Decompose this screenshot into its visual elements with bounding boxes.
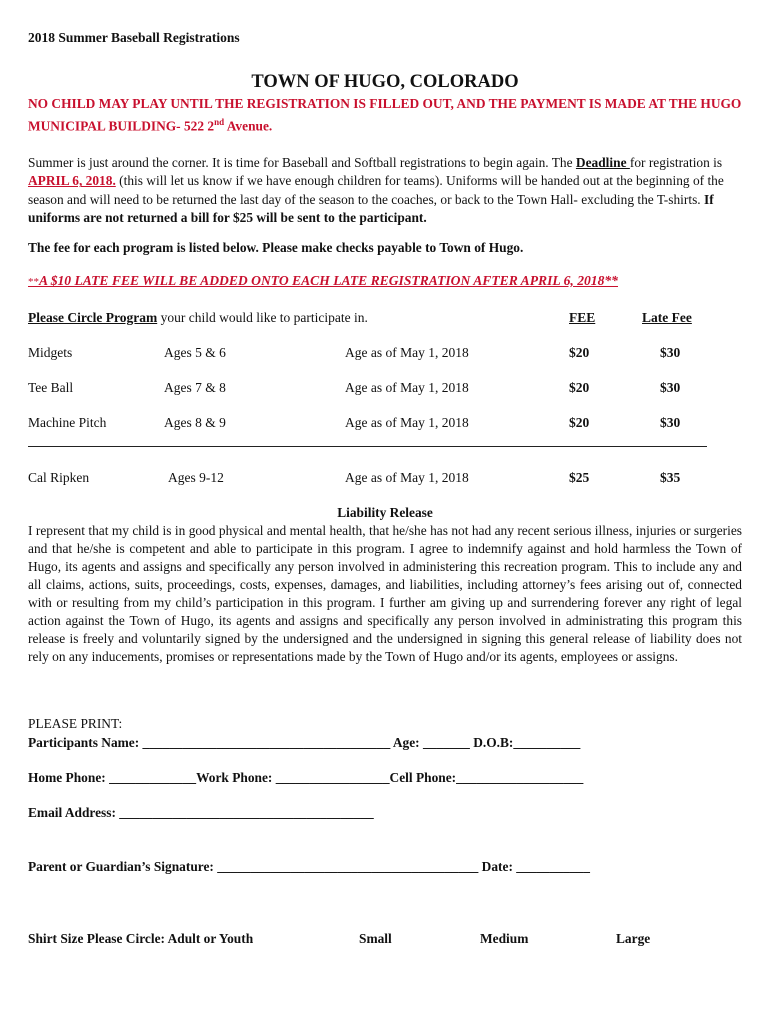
late-fee-text: A $10 LATE FEE WILL BE ADDED ONTO EACH LATE REGISTRATION AFTER APRIL 6, 2018** [39, 273, 618, 288]
program-late-fee: $30 [660, 415, 681, 430]
please-print-label: PLEASE PRINT: [28, 716, 123, 731]
late-fee-column-header: Late Fee [642, 310, 692, 325]
shirt-size-large[interactable]: Large [616, 931, 651, 946]
shirt-size-medium[interactable]: Medium [480, 931, 529, 946]
fee-column-header: FEE [569, 310, 596, 325]
late-fee-notice [28, 273, 618, 289]
deadline-word: Deadline [575, 155, 630, 170]
program-fee: $20 [569, 415, 590, 430]
program-name[interactable]: Midgets [28, 345, 73, 360]
deadline-date: APRIL 6, 2018. [28, 173, 116, 189]
late-fee-stars: ** [28, 276, 39, 288]
registration-warning [28, 95, 748, 135]
intro-paragraph [28, 154, 744, 228]
program-age-cutoff: Age as of May 1, 2018 [345, 470, 469, 485]
warning-superscript: nd [214, 117, 225, 127]
program-fee: $25 [569, 470, 590, 485]
guardian-signature-field[interactable]: Parent or Guardian’s Signature: _______________________________________ Date: ___________ [28, 859, 590, 874]
uniform-bill-notice: If uniforms are not returned a bill for $25 will be sent to the participant. [28, 191, 714, 226]
fee-note: The fee for each program is listed below. Please make checks payable to Town of Hugo. [28, 240, 524, 255]
program-late-fee: $35 [660, 470, 681, 485]
program-fee: $20 [569, 380, 590, 395]
circle-program-instruction [28, 310, 368, 326]
document-header: 2018 Summer Baseball Registrations [28, 30, 240, 45]
email-field[interactable]: Email Address: ______________________________________ [28, 805, 374, 820]
program-age-cutoff: Age as of May 1, 2018 [345, 345, 469, 360]
warning-end: Avenue. [224, 118, 273, 134]
program-late-fee: $30 [660, 345, 681, 360]
phone-fields[interactable]: Home Phone: _____________Work Phone: _________________Cell Phone:___________________ [28, 770, 584, 785]
program-name[interactable]: Machine Pitch [28, 415, 107, 430]
liability-release-title: Liability Release [337, 505, 433, 520]
town-title: TOWN OF HUGO, COLORADO [251, 72, 519, 92]
program-name[interactable]: Tee Ball [28, 380, 74, 395]
program-age-cutoff: Age as of May 1, 2018 [345, 415, 469, 430]
program-age-cutoff: Age as of May 1, 2018 [345, 380, 469, 395]
participant-info-field[interactable]: Participants Name: _____________________________________ Age: _______ D.O.B:__________ [28, 735, 581, 750]
shirt-size-label: Shirt Size Please Circle: Adult or Youth [28, 931, 254, 946]
circle-program-label: Please Circle Program [28, 310, 158, 325]
program-late-fee: $30 [660, 380, 681, 395]
program-ages: Ages 7 & 8 [164, 380, 226, 395]
program-fee: $20 [569, 345, 590, 360]
table-divider [28, 446, 707, 447]
intro-text-1: Summer is just around the corner. It is time for Baseball and Softball registrations to begin again. The [28, 155, 576, 170]
liability-release-text: I represent that my child is in good physical and mental health, that he/she has not had any recent serious illness, injuries or surgeries and that he/she is competent and able to participate in this program. I agree to indemnify against and hold harmless the Town of Hugo, its agents and assigns and specifically any person involved in administering this recreation program. This to include any and all claims, actions, suits, proceedings, costs, expenses, damages, and liabilities, including attorney’s fees arising out of, connected with or resulting from my child’s participation in this program. I further am giving up and surrendering forever any right of legal action against the Town of Hugo, its agents and assigns and specifically any person involved in administrating this program this release is freely and voluntarily signed by the undersigned and the undersigned in signing this general release of liability does not rely on any inducements, promises or representations made by the Town of Hugo and/or its agents, employees or assigns. [28, 523, 742, 664]
intro-text-3: (this will let us know if we have enough children for teams). Uniforms will be handed out at the beginning of the season and will need to be returned the last day of the season to the coaches, or back to the Town Hall- excluding the T-shirts. [28, 173, 724, 207]
shirt-size-small[interactable]: Small [359, 931, 392, 946]
warning-text: NO CHILD MAY PLAY UNTIL THE REGISTRATION IS FILLED OUT, AND THE PAYMENT IS MADE AT THE HUGO MUNICIPAL BUILDING- 522 2 [28, 96, 742, 134]
intro-text-2: for registration is [629, 155, 723, 170]
program-name[interactable]: Cal Ripken [28, 470, 90, 485]
program-ages: Ages 8 & 9 [164, 415, 226, 430]
program-ages: Ages 5 & 6 [164, 345, 226, 360]
program-ages: Ages 9-12 [168, 470, 224, 485]
circle-program-rest: your child would like to participate in. [157, 310, 368, 325]
